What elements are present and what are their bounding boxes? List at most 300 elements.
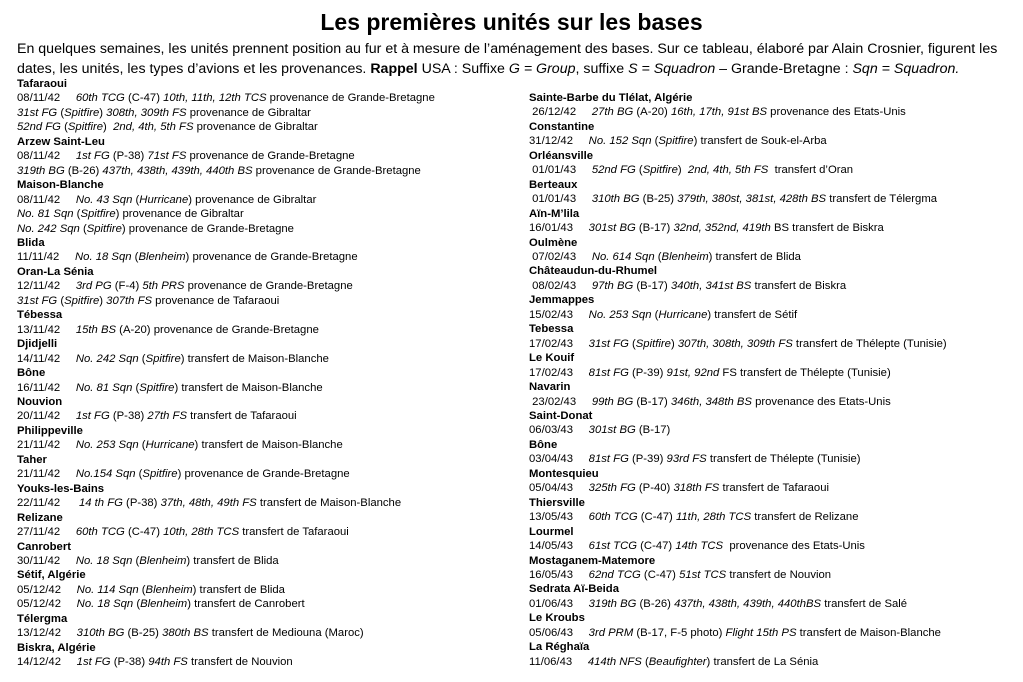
unit-text: 318th FS (673, 482, 720, 495)
text-segment: (C-47) (640, 568, 680, 581)
base-name: Oulmène (529, 236, 578, 249)
unit-text: 11th, 28th TCS (675, 511, 752, 524)
text-segment: (B-17) (635, 222, 674, 235)
unit-text: Spitfire (67, 121, 104, 134)
base-name: Bône (17, 367, 46, 380)
text-segment: (B-25) (639, 193, 678, 206)
unit-text: 16th, 17th, 91st BS (670, 106, 768, 119)
unit-text: 99th BG (591, 395, 634, 408)
base-name: Canrobert (17, 540, 71, 553)
unit-text: No.154 Sqn (75, 468, 136, 481)
text-segment: provenance de Grande-Bretagne (252, 164, 421, 177)
text-segment: 14/11/42 (17, 352, 76, 365)
unit-entry (17, 323, 517, 337)
text-segment: 13/12/42 (17, 627, 77, 640)
text-segment: ) transfert de Blida (192, 583, 285, 596)
unit-text: 310th BG (591, 193, 640, 206)
unit-text: No. 43 Sqn (75, 193, 133, 206)
unit-text: No. 253 Sqn (75, 439, 139, 452)
text-segment: transfert de Maison-Blanche (256, 497, 402, 510)
unit-text: 379th, 380st, 381st, 428th BS (677, 193, 827, 206)
unit-text: 81st FG (588, 366, 629, 379)
text-segment: ) transfert de Sétif (707, 308, 798, 321)
text-segment: 16/01/43 (529, 222, 589, 235)
unit-entry (17, 222, 517, 236)
text-segment: ) transfert de Souk-el-Arba (693, 135, 827, 148)
base-name: Blida (17, 236, 45, 249)
text-segment: transfert de Mediouna (Maroc) (208, 627, 364, 640)
unit-text: 1st FG (75, 410, 110, 423)
text-segment: ( (641, 655, 649, 668)
text-segment: 03/04/43 (529, 453, 589, 466)
text-segment: transfert de Salé (821, 597, 908, 610)
text-segment: (B-25) (124, 627, 163, 640)
bold-text: Rappel (370, 61, 418, 77)
unit-text: 307th FS (106, 294, 153, 307)
unit-text: 308th, 309th FS (106, 106, 187, 119)
unit-text: Spitfire (86, 222, 122, 235)
unit-text: 27th FS (147, 410, 187, 423)
unit-entry (17, 467, 517, 481)
unit-text: 52nd FG (17, 121, 61, 134)
text-segment: (P-39) (628, 453, 667, 466)
unit-text: Spitfire (642, 164, 678, 177)
text-segment: transfert de Nouvion (187, 656, 293, 669)
unit-text: 1st FG (76, 656, 111, 669)
base-name: Tafaraoui (17, 78, 68, 90)
base-name: Sedrata Aï-Beida (529, 583, 619, 596)
text-segment: ) transfert de Blida (708, 250, 801, 263)
text-segment: 07/02/43 (529, 250, 592, 263)
base-name: Philippeville (17, 424, 83, 437)
unit-text: No. 81 Sqn (17, 208, 74, 221)
unit-entry (17, 279, 517, 293)
text-segment: 21/11/42 (17, 468, 76, 481)
unit-text: Blenheim (140, 598, 188, 611)
unit-text: Spitfire (658, 135, 694, 148)
text-segment: ) (103, 121, 114, 134)
unit-text: Spitfire (145, 352, 181, 365)
text-segment: 14/05/43 (529, 540, 589, 553)
unit-text: 437th, 438th, 439th, 440thBS (674, 597, 822, 610)
unit-entry (529, 366, 1019, 380)
unit-text: No. 18 Sqn (75, 251, 132, 264)
text-segment: FS transfert de Thélepte (Tunisie) (719, 366, 891, 379)
base-name: Youks-les-Bains (17, 482, 105, 495)
text-segment: provenance de Grande-Bretagne (184, 280, 353, 293)
base-name: Arzew Saint-Leu (17, 135, 105, 148)
unit-text: 31st FG (17, 294, 58, 307)
unit-entry (529, 192, 1019, 206)
unit-text: Blenheim (139, 554, 187, 567)
text-segment: (C-47) (637, 540, 676, 553)
unit-text: S = Squadron (628, 61, 716, 77)
text-segment: 06/03/43 (529, 424, 589, 437)
unit-entry (529, 221, 1019, 235)
text-segment: ( (132, 554, 140, 567)
unit-entry (17, 381, 517, 395)
unit-text: 51st TCS (679, 568, 727, 581)
text-segment: ) (99, 106, 107, 119)
text-segment: (P-38) (109, 150, 148, 163)
unit-entry (17, 352, 517, 366)
text-segment: (B-17) (633, 279, 671, 292)
unit-text: 346th, 348th BS (670, 395, 752, 408)
base-name: Tebessa (529, 323, 574, 336)
base-name: Berteaux (529, 178, 578, 191)
unit-text: No. 152 Sqn (588, 135, 652, 148)
unit-entry (17, 250, 517, 264)
text-segment: ( (79, 222, 87, 235)
unit-text: 93rd FS (666, 453, 707, 466)
base-name: Jemmappes (529, 294, 595, 307)
unit-entry (529, 452, 1019, 466)
text-segment: En quelques semaines, les unités prennent position au fur et à mesure de l’aménagement des bases. Sur ce tableau, élaboré par Alain Crosnier, figurent les dates, les unités, les types d’avions et les provenances. (17, 41, 998, 77)
text-segment: ) transfert de Blida (186, 554, 279, 567)
base-name: Maison-Blanche (17, 179, 104, 192)
text-segment: (C-47) (124, 526, 164, 539)
text-segment: ) provenance de Grande-Bretagne (121, 222, 294, 235)
unit-text: Spitfire (80, 208, 116, 221)
text-segment: ) provenance de Grande-Bretagne (177, 468, 350, 481)
unit-text: 97th BG (591, 279, 634, 292)
text-segment: ( (138, 439, 146, 452)
base-name: Saint-Donat (529, 409, 593, 422)
base-name: Châteaudun-du-Rhumel (529, 265, 658, 278)
unit-text: No. 242 Sqn (17, 222, 80, 235)
text-segment: (P-38) (110, 656, 149, 669)
base-name: Thiersville (529, 496, 585, 509)
unit-entry (529, 423, 1019, 437)
text-segment: ( (654, 250, 662, 263)
unit-text: 81st FG (588, 453, 629, 466)
text-segment: 08/02/43 (529, 279, 592, 292)
text-segment: transfert de Nouvion (726, 568, 832, 581)
text-segment: 05/06/43 (529, 626, 589, 639)
text-segment: 11/06/43 (529, 655, 588, 668)
text-segment: ) (99, 294, 107, 307)
text-segment: (C-47) (637, 511, 676, 524)
text-segment: transfert de Tafaraoui (186, 410, 297, 423)
unit-text: 2nd, 4th, 5th FS (113, 121, 194, 134)
text-segment: transfert d’Oran (768, 164, 854, 177)
text-segment: 05/12/42 (17, 583, 77, 596)
text-segment: ( (60, 121, 68, 134)
unit-text: 5th PRS (142, 280, 185, 293)
unit-text: 3rd PRM (588, 626, 634, 639)
text-segment: ( (57, 294, 65, 307)
unit-text: 307th, 308th, 309th FS (677, 337, 793, 350)
text-segment: transfert de Télergma (826, 193, 938, 206)
unit-entry (17, 149, 517, 163)
unit-text: Spitfire (142, 468, 178, 481)
intro-paragraph (17, 39, 1012, 79)
base-name: Aïn-M’lila (529, 207, 580, 220)
unit-text: 91st, 92nd (666, 366, 720, 379)
text-segment: 01/06/43 (529, 597, 589, 610)
text-segment: transfert de Biskra (751, 279, 847, 292)
text-segment: (C-47) (124, 92, 164, 105)
text-segment: (A-20) provenance de Grande-Bretagne (116, 323, 319, 336)
text-segment: (P-39) (628, 366, 667, 379)
unit-entry (17, 554, 517, 568)
base-name: Montesquieu (529, 467, 599, 480)
page-title: Les premières unités sur les bases (320, 9, 703, 35)
text-segment: (P-38) (109, 410, 148, 423)
text-segment: transfert de Relizane (751, 511, 859, 524)
text-segment: ( (131, 251, 139, 264)
text-segment: provenance de Gibraltar (193, 121, 318, 134)
unit-text: 37th, 48th, 49th FS (160, 497, 257, 510)
text-segment: transfert de Thélepte (Tunisie) (792, 337, 947, 350)
unit-text: 60th TCG (75, 92, 125, 105)
text-segment: 30/11/42 (17, 554, 76, 567)
text-segment: (F-4) (111, 280, 143, 293)
text-segment: (P-38) (122, 497, 161, 510)
text-segment: (B-17) (633, 395, 671, 408)
unit-text: 437th, 438th, 439th, 440th BS (102, 164, 253, 177)
unit-entry (17, 409, 517, 423)
text-segment: – Grande-Bretagne : (715, 61, 853, 77)
text-segment: provenance des Etats-Unis (723, 540, 865, 553)
unit-entry (529, 597, 1019, 611)
unit-text: 1st FG (75, 150, 110, 163)
text-segment: ( (132, 193, 140, 206)
unit-entry (17, 525, 517, 539)
right-column (529, 91, 1019, 669)
unit-entry (529, 279, 1019, 293)
unit-text: 301st BG (588, 424, 636, 437)
unit-entry (17, 583, 517, 597)
unit-entry (529, 655, 1019, 669)
unit-text: 340th, 341st BS (670, 279, 752, 292)
unit-text: 31st FG (17, 106, 58, 119)
unit-entry (529, 134, 1019, 148)
text-segment: 17/02/43 (529, 337, 589, 350)
base-name: Orléansville (529, 149, 594, 162)
unit-text: 380th BS (162, 627, 209, 640)
text-segment: provenance de Tafaraoui (152, 294, 280, 307)
text-segment: ( (133, 598, 141, 611)
unit-entry (17, 655, 517, 669)
text-segment: 22/11/42 (17, 497, 79, 510)
unit-text: No. 242 Sqn (75, 352, 139, 365)
unit-entry (17, 207, 517, 221)
text-segment: 21/11/42 (17, 439, 76, 452)
text-segment: 05/12/42 (17, 598, 77, 611)
unit-entry (529, 539, 1019, 553)
unit-text: Beaufighter (648, 655, 707, 668)
base-name: Lourmel (529, 525, 574, 538)
text-segment: , suffixe (575, 61, 629, 77)
text-segment: ) provenance de Gibraltar (115, 208, 244, 221)
base-name: Le Kouif (529, 352, 575, 365)
unit-entry (529, 337, 1019, 351)
unit-entry (529, 250, 1019, 264)
text-segment: 01/01/43 (529, 164, 592, 177)
unit-text: 301st BG (588, 222, 636, 235)
text-segment: (B-17, F-5 photo) (633, 626, 726, 639)
unit-text: No. 81 Sqn (75, 381, 133, 394)
unit-entry (529, 568, 1019, 582)
text-segment: (B-17) (635, 424, 671, 437)
text-segment: 01/01/43 (529, 193, 592, 206)
text-segment: ( (73, 208, 81, 221)
unit-text: 60th TCG (588, 511, 638, 524)
unit-text: 14 th FG (78, 497, 123, 510)
text-segment: ( (635, 164, 643, 177)
unit-text: No. 614 Sqn (591, 250, 655, 263)
unit-entry (17, 164, 517, 178)
left-column (17, 77, 517, 670)
text-segment: ( (135, 468, 143, 481)
unit-entry (17, 120, 517, 134)
text-segment: (A-20) (633, 106, 671, 119)
text-segment: ) transfert de Maison-Blanche (180, 352, 329, 365)
unit-text: 3rd PG (75, 280, 112, 293)
text-segment: 08/11/42 (17, 92, 76, 105)
unit-text: 52nd FG (591, 164, 636, 177)
unit-entry (529, 163, 1019, 177)
unit-text: 62nd TCG (588, 568, 641, 581)
base-name: Constantine (529, 120, 595, 133)
text-segment: 16/05/43 (529, 568, 589, 581)
base-name: Bône (529, 438, 558, 451)
unit-entry (529, 510, 1019, 524)
unit-text: 414th NFS (587, 655, 642, 668)
text-segment: provenance de Gibraltar (186, 106, 311, 119)
base-name: La Réghaïa (529, 641, 590, 654)
unit-text: Spitfire (139, 381, 175, 394)
text-segment: ) transfert de La Sénia (706, 655, 819, 668)
text-segment: ) (670, 337, 678, 350)
base-name: Mostaganem-Matemore (529, 554, 656, 567)
text-segment: 14/12/42 (17, 656, 77, 669)
unit-text: 32nd, 352nd, 419th (673, 222, 771, 235)
base-name: Sainte-Barbe du Tlélat, Algérie (529, 92, 693, 104)
text-segment: 26/12/42 (529, 106, 592, 119)
unit-text: Hurricane (145, 439, 195, 452)
text-segment: ) provenance de Grande-Bretagne (185, 251, 358, 264)
unit-entry (529, 395, 1019, 409)
unit-text: 325th FG (588, 482, 636, 495)
unit-text: Hurricane (139, 193, 189, 206)
unit-text: 14th TCS (675, 540, 724, 553)
unit-text: Spitfire (635, 337, 671, 350)
unit-entry (17, 91, 517, 105)
unit-text: 27th BG (591, 106, 634, 119)
text-segment: ) (677, 164, 688, 177)
text-segment: 12/11/42 (17, 280, 76, 293)
text-segment: provenance des Etats-Unis (751, 395, 891, 408)
text-segment: BS transfert de Biskra (770, 222, 884, 235)
text-segment: provenance des Etats-Unis (767, 106, 906, 119)
text-segment: (P-40) (635, 482, 674, 495)
unit-entry (529, 626, 1019, 640)
unit-entry (17, 106, 517, 120)
unit-text: 15th BS (75, 323, 117, 336)
text-segment: 08/11/42 (17, 193, 76, 206)
unit-text: 10th, 11th, 12th TCS (163, 92, 267, 105)
text-segment: 15/02/43 (529, 308, 589, 321)
unit-text: Sqn = Squadron. (852, 61, 960, 77)
base-name: Le Kroubs (529, 612, 585, 625)
text-segment: (B-26) (64, 164, 103, 177)
unit-text: No. 18 Sqn (76, 598, 134, 611)
unit-text: 319th BG (588, 597, 637, 610)
text-segment: 16/11/42 (17, 381, 76, 394)
unit-text: No. 18 Sqn (75, 554, 133, 567)
base-name: Sétif, Algérie (17, 569, 86, 582)
unit-entry (17, 294, 517, 308)
text-segment: provenance de Grande-Bretagne (186, 150, 355, 163)
text-segment: ( (132, 381, 140, 394)
unit-text: Blenheim (145, 583, 193, 596)
text-segment: ) transfert de Canrobert (187, 598, 305, 611)
unit-entry (529, 481, 1019, 495)
base-name: Oran-La Sénia (17, 265, 94, 278)
unit-text: No. 253 Sqn (588, 308, 652, 321)
text-segment: transfert de Tafaraoui (239, 526, 349, 539)
unit-text: Flight 15th PS (725, 626, 797, 639)
text-segment: ( (57, 106, 65, 119)
text-segment: transfert de Thélepte (Tunisie) (706, 453, 861, 466)
unit-text: Spitfire (64, 106, 100, 119)
text-segment: 11/11/42 (17, 251, 75, 264)
base-name: Navarin (529, 381, 571, 394)
text-segment: 27/11/42 (17, 526, 76, 539)
text-segment: ( (651, 135, 659, 148)
base-name: Taher (17, 453, 47, 466)
unit-entry (17, 626, 517, 640)
unit-text: 31st FG (588, 337, 629, 350)
text-segment: ) provenance de Gibraltar (188, 193, 317, 206)
text-segment: ( (628, 337, 636, 350)
unit-entry (17, 438, 517, 452)
text-segment: ) transfert de Maison-Blanche (174, 381, 323, 394)
text-segment: ( (138, 583, 146, 596)
text-segment: 31/12/42 (529, 135, 589, 148)
unit-text: Blenheim (138, 251, 186, 264)
unit-text: 60th TCG (75, 526, 125, 539)
unit-text: G = Group (508, 61, 576, 77)
text-segment: 05/04/43 (529, 482, 589, 495)
text-segment: 13/11/42 (17, 323, 76, 336)
unit-text: 2nd, 4th, 5th FS (687, 164, 769, 177)
unit-text: 310th BG (76, 627, 125, 640)
unit-text: Hurricane (658, 308, 708, 321)
base-name: Télergma (17, 612, 68, 625)
unit-text: Spitfire (64, 294, 100, 307)
text-segment: 08/11/42 (17, 150, 76, 163)
text-segment: 23/02/43 (529, 395, 592, 408)
unit-text: 319th BG (17, 164, 65, 177)
text-segment: provenance de Grande-Bretagne (266, 92, 435, 105)
unit-text: Blenheim (661, 250, 709, 263)
text-segment: 17/02/43 (529, 366, 589, 379)
unit-text: No. 114 Sqn (76, 583, 139, 596)
base-name: Nouvion (17, 395, 63, 408)
text-segment: transfert de Tafaraoui (719, 482, 829, 495)
unit-text: 71st FS (147, 150, 187, 163)
text-segment: USA : Suffixe (417, 61, 509, 77)
unit-text: 10th, 28th TCS (163, 526, 240, 539)
unit-entry (17, 597, 517, 611)
text-segment: transfert de Maison-Blanche (796, 626, 941, 639)
base-name: Tébessa (17, 309, 63, 322)
unit-entry (529, 105, 1019, 119)
base-name: Biskra, Algérie (17, 641, 96, 654)
